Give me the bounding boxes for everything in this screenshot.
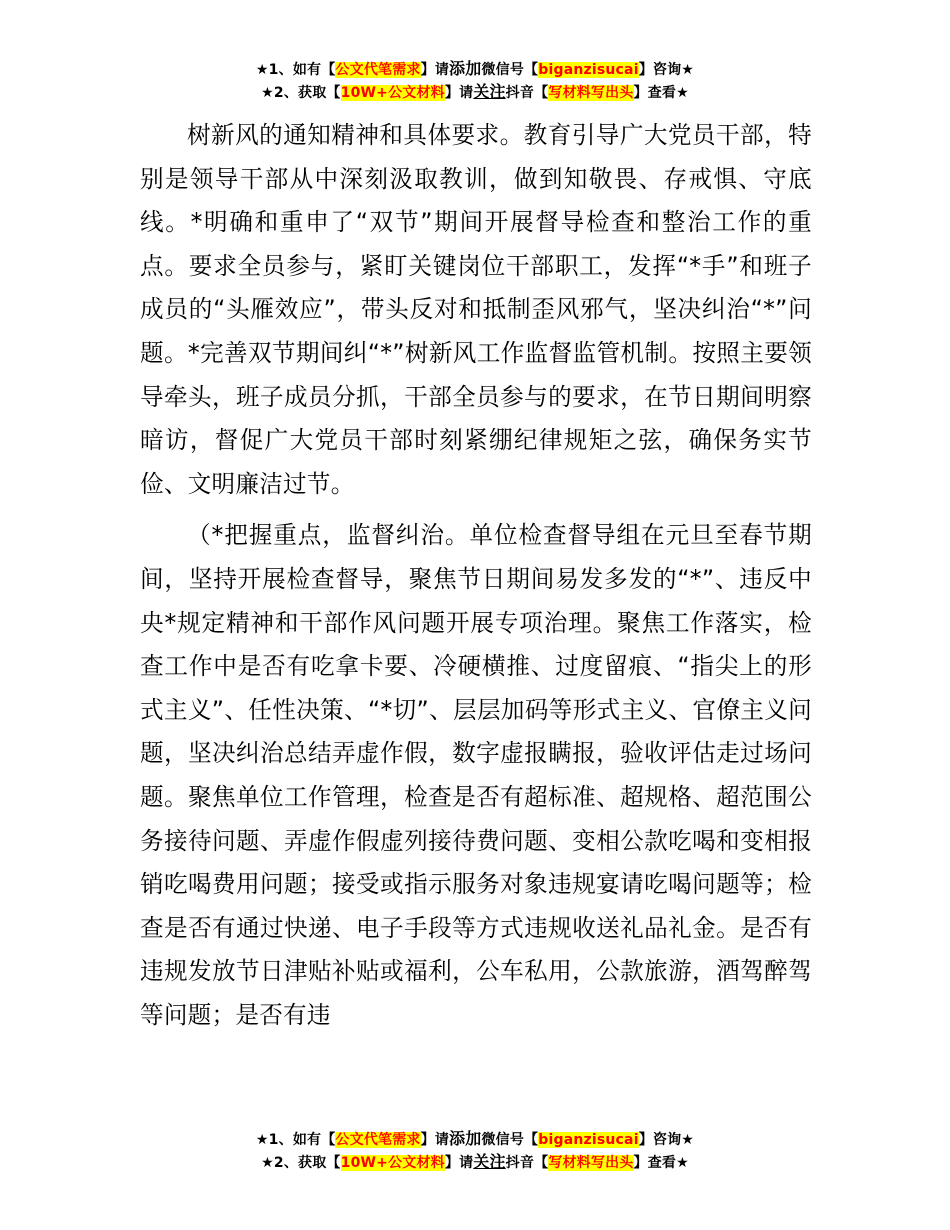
banner-text: 】请	[444, 1155, 474, 1171]
banner-emphasis: 添加	[449, 59, 482, 78]
paragraph: （*把握重点，监督纠治。单位检查督导组在元旦至春节期间，坚持开展检查督导，聚焦节日期间易发多发的“*”、违反中央*规定精神和干部作风问题开展专项治理。聚焦工作落实，检查工作中是否有吃拿卡要、冷硬横推、过度留痕、“指尖上的形式主义”、任性决策、“*切”、层层加码等形式主义、官僚主义问题，坚决纠治总结弄虚作假，数字虚报瞒报，验收评估走过场问题。聚焦单位工作管理，检查是否有超标准、超规格、超范围公务接待问题、弄虚作假虚列接待费问题、变相公款吃喝和变相报销吃喝费用问题；接受或指示服务对象违规宴请吃喝问题等；检查是否有通过快递、电子手段等方式违规收送礼品礼金。是否有违规发放节日津贴补贴或福利，公车私用，公款旅游，酒驾醉驾等问题；是否有违	[140, 521, 812, 1029]
banner-text: 】咨询★	[638, 1132, 695, 1148]
banner-line-1	[0, 58, 950, 81]
highlight-service: 公文代笔需求	[335, 1132, 421, 1148]
banner-text: 】咨询★	[638, 62, 695, 78]
banner-text: ★2、获取【	[261, 1155, 341, 1171]
banner-emphasis: 关注	[473, 1152, 506, 1171]
highlight-materials: 10W+公文材料	[340, 1155, 445, 1171]
banner-text: 抖音【	[505, 1155, 549, 1171]
banner-line-2	[0, 81, 950, 104]
banner-text: 】请	[420, 1132, 450, 1148]
banner-text: 】查看★	[633, 85, 689, 101]
highlight-materials: 10W+公文材料	[340, 85, 445, 101]
banner-line-1	[0, 1128, 950, 1151]
banner-text: 】查看★	[633, 1155, 689, 1171]
banner-text: 】请	[444, 85, 474, 101]
highlight-douyin-account: 写材料写出头	[548, 85, 634, 101]
highlight-douyin-account: 写材料写出头	[548, 1155, 634, 1171]
banner-emphasis: 关注	[473, 82, 506, 101]
highlight-service: 公文代笔需求	[335, 62, 421, 78]
paragraph: 树新风的通知精神和具体要求。教育引导广大党员干部，特别是领导干部从中深刻汲取教训，做到知敬畏、存戒惧、守底线。*明确和重申了“双节”期间开展督导检查和整治工作的重点。要求全员参与，紧盯关键岗位干部职工，发挥“*手”和班子成员的“头雁效应”，带头反对和抵制歪风邪气，坚决纠治“*”问题。*完善双节期间纠“*”树新风工作监督监管机制。按照主要领导牵头，班子成员分抓，干部全员参与的要求，在节日期间明察暗访，督促广大党员干部时刻紧绷纪律规矩之弦，确保务实节俭、文明廉洁过节。	[140, 121, 812, 498]
banner-text: 】请	[420, 62, 450, 78]
banner-text: 微信号【	[481, 1132, 539, 1148]
banner-text: ★2、获取【	[261, 85, 341, 101]
banner-text: ★1、如有【	[255, 1132, 336, 1148]
highlight-wechat-id: biganzisucai	[538, 62, 639, 78]
footer-banner	[0, 1128, 950, 1174]
highlight-wechat-id: biganzisucai	[538, 1132, 639, 1148]
banner-line-2	[0, 1151, 950, 1174]
banner-text: 微信号【	[481, 62, 539, 78]
document-body	[140, 114, 812, 1037]
header-banner	[0, 58, 950, 104]
banner-text: 抖音【	[505, 85, 549, 101]
banner-emphasis: 添加	[449, 1129, 482, 1148]
banner-text: ★1、如有【	[255, 62, 336, 78]
